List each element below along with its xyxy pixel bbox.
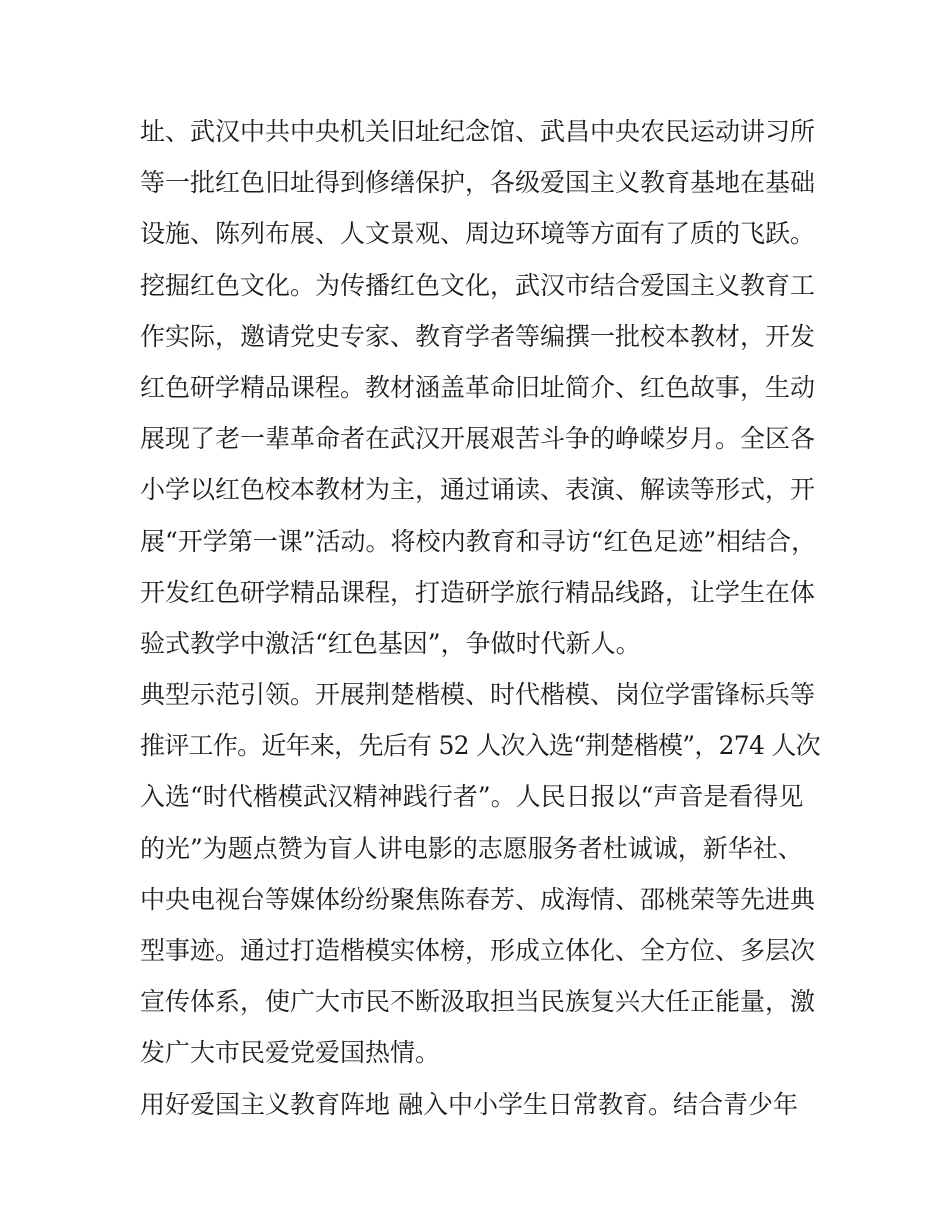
body-text bbox=[140, 106, 820, 1130]
text-line: 展现了老一辈革命者在武汉开展艰苦斗争的峥嵘岁月。全区各 bbox=[140, 424, 816, 454]
text-line: 小学以红色校本教材为主，通过诵读、表演、解读等形式，开 bbox=[140, 475, 816, 505]
text-line: 典型示范引领。开展荆楚楷模、时代楷模、岗位学雷锋标兵等 bbox=[140, 680, 816, 710]
text-line: 中央电视台等媒体纷纷聚焦陈春芳、成海情、邵桃荣等先进典 bbox=[140, 884, 816, 914]
text-line: 展“开学第一课”活动。将校内教育和寻访“红色足迹”相结合， bbox=[140, 526, 817, 556]
text-line: 开发红色研学精品课程，打造研学旅行精品线路，让学生在体 bbox=[140, 577, 816, 607]
text-line: 用好爱国主义教育阵地 融入中小学生日常教育。结合青少年 bbox=[140, 1089, 798, 1119]
text-line: 推评工作。近年来，先后有 52 人次入选“荆楚楷模”，274 人次 bbox=[140, 731, 820, 761]
text-line: 入选“时代楷模武汉精神践行者”。人民日报以“声音是看得见 bbox=[140, 782, 804, 812]
text-line: 的光”为题点赞为盲人讲电影的志愿服务者杜诚诚，新华社、 bbox=[140, 833, 803, 863]
text-line: 作实际，邀请党史专家、教育学者等编撰一批校本教材，开发 bbox=[140, 321, 816, 351]
text-line: 等一批红色旧址得到修缮保护，各级爱国主义教育基地在基础 bbox=[140, 168, 816, 198]
text-line: 发广大市民爱党爱国热情。 bbox=[140, 1038, 441, 1068]
text-line: 型事迹。通过打造楷模实体榜，形成立体化、全方位、多层次 bbox=[140, 936, 816, 965]
text-line: 宣传体系，使广大市民不断汲取担当民族复兴大任正能量，激 bbox=[140, 987, 816, 1017]
text-line: 红色研学精品课程。教材涵盖革命旧址简介、红色故事，生动 bbox=[140, 372, 816, 402]
text-line: 挖掘红色文化。为传播红色文化，武汉市结合爱国主义教育工 bbox=[140, 270, 816, 300]
text-line: 址、武汉中共中央机关旧址纪念馆、武昌中央农民运动讲习所 bbox=[140, 117, 816, 146]
text-line: 验式教学中激活“红色基因”，争做时代新人。 bbox=[140, 628, 641, 658]
text-line: 设施、陈列布展、人文景观、周边环境等方面有了质的飞跃。 bbox=[140, 219, 816, 249]
